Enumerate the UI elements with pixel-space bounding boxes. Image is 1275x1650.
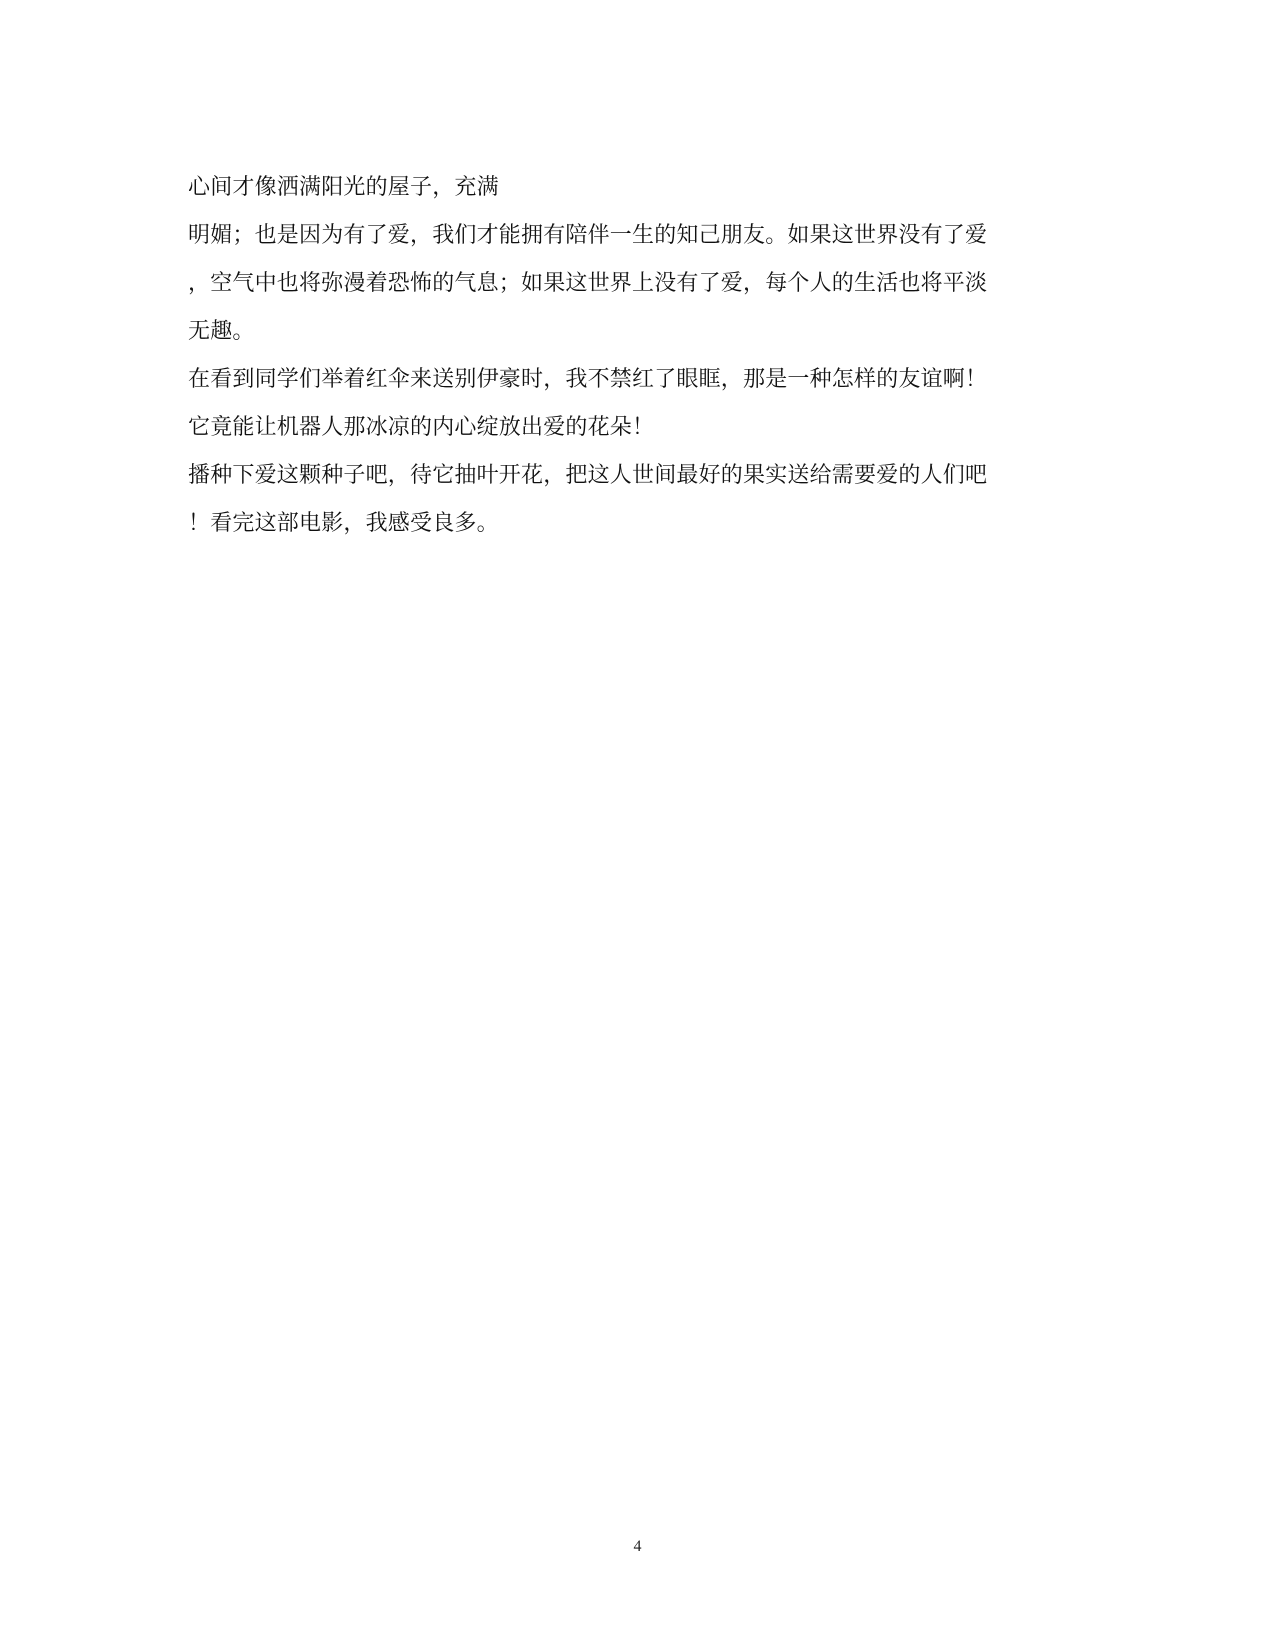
text-line: ，空气中也将弥漫着恐怖的气息；如果这世界上没有了爱，每个人的生活也将平淡 <box>188 271 988 296</box>
text-line: 无趣。 <box>188 319 255 344</box>
text-line: 播种下爱这颗种子吧，待它抽叶开花，把这人世间最好的果实送给需要爱的人们吧 <box>188 463 988 488</box>
page-number: 4 <box>633 1538 642 1555</box>
text-line: 它竟能让机器人那冰凉的内心绽放出爱的花朵！ <box>188 415 655 440</box>
text-line: 在看到同学们举着红伞来送别伊豪时，我不禁红了眼眶，那是一种怎样的友谊啊！ <box>188 367 988 392</box>
text-line: 心间才像洒满阳光的屋子，充满 <box>188 175 499 200</box>
body-text <box>188 164 1108 548</box>
text-line: ！看完这部电影，我感受良多。 <box>188 511 499 536</box>
text-line: 明媚；也是因为有了爱，我们才能拥有陪伴一生的知己朋友。如果这世界没有了爱 <box>188 223 988 248</box>
